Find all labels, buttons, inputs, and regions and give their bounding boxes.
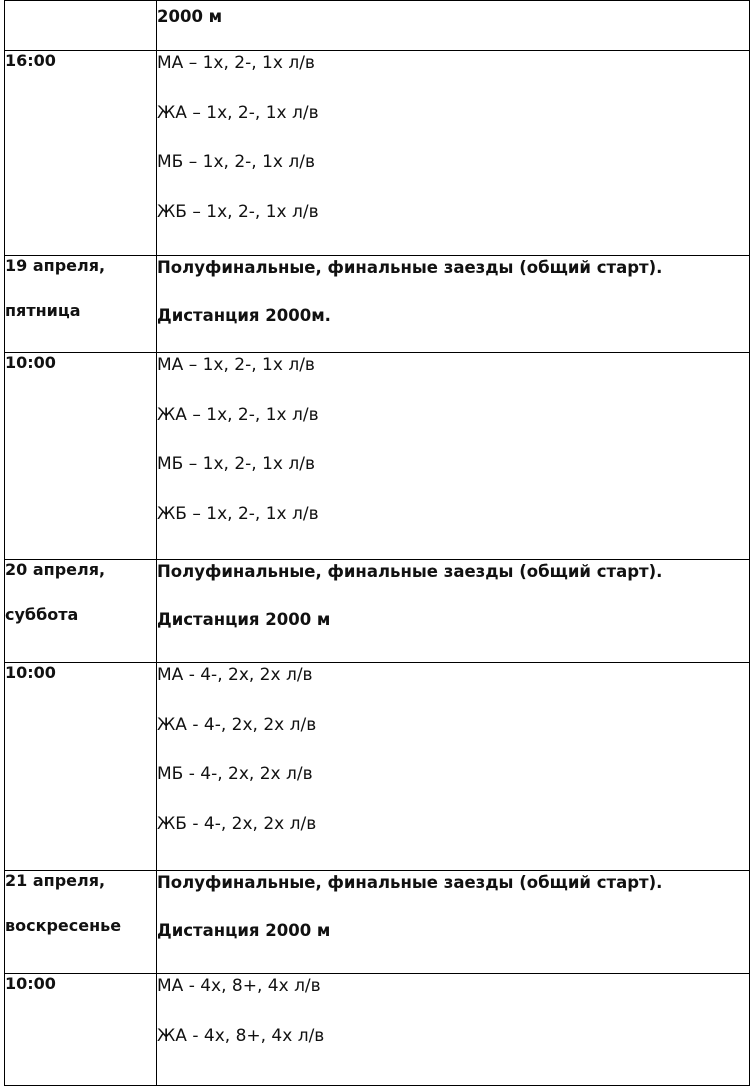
event-line: МА – 1х, 2-, 1х л/в — [157, 355, 315, 375]
date-label: 20 апреля, — [5, 560, 106, 579]
event-line: ЖА – 1х, 2-, 1х л/в — [157, 102, 319, 123]
event-line: ЖА - 4-, 2х, 2х л/в — [157, 714, 317, 735]
date-cell — [5, 256, 157, 353]
date-cell — [5, 871, 157, 974]
event-line: МА - 4-, 2х, 2х л/в — [157, 665, 313, 685]
event-line: ЖБ – 1х, 2-, 1х л/в — [157, 503, 319, 524]
distance-label: Дистанция 2000м. — [157, 306, 331, 325]
event-line: ЖА – 1х, 2-, 1х л/в — [157, 404, 319, 425]
start-time: 10:00 — [5, 974, 56, 993]
details-cell — [157, 871, 750, 974]
time-cell — [5, 663, 157, 871]
weekday-label: пятница — [5, 301, 81, 320]
time-cell-empty — [5, 1, 157, 51]
table-row-session — [5, 974, 750, 1086]
schedule-body — [5, 1, 750, 1086]
stage-description: Полуфинальные, финальные заезды (общий старт). — [157, 873, 663, 892]
details-cell — [157, 256, 750, 353]
distance-label: Дистанция 2000 м — [157, 921, 331, 940]
distance-label: Дистанция 2000 м — [157, 610, 331, 629]
date-label: 21 апреля, — [5, 871, 106, 890]
details-cell — [157, 663, 750, 871]
stage-description: Полуфинальные, финальные заезды (общий старт). — [157, 562, 663, 581]
event-line: МБ – 1х, 2-, 1х л/в — [157, 152, 315, 172]
table-row-session — [5, 353, 750, 560]
details-cell — [157, 560, 750, 663]
event-line: МА – 1х, 2-, 1х л/в — [157, 53, 315, 73]
table-row-top — [5, 1, 750, 51]
table-row-day-header — [5, 256, 750, 353]
event-line: ЖБ - 4-, 2х, 2х л/в — [157, 813, 317, 834]
table-row-day-header — [5, 560, 750, 663]
table-row-session — [5, 51, 750, 256]
details-cell — [157, 974, 750, 1086]
details-cell — [157, 1, 750, 51]
time-cell — [5, 51, 157, 256]
schedule-table — [4, 0, 750, 1086]
stage-description: Полуфинальные, финальные заезды (общий старт). — [157, 258, 663, 277]
distance-label: 2000 м — [157, 7, 223, 26]
table-row-session — [5, 663, 750, 871]
event-line: МБ - 4-, 2х, 2х л/в — [157, 764, 313, 784]
start-time: 16:00 — [5, 51, 56, 70]
weekday-label: суббота — [5, 605, 79, 624]
event-line: МБ – 1х, 2-, 1х л/в — [157, 454, 315, 474]
date-cell — [5, 560, 157, 663]
details-cell — [157, 51, 750, 256]
weekday-label: воскресенье — [5, 916, 122, 935]
date-label: 19 апреля, — [5, 256, 106, 275]
event-line: ЖБ – 1х, 2-, 1х л/в — [157, 201, 319, 222]
details-cell — [157, 353, 750, 560]
time-cell — [5, 353, 157, 560]
start-time: 10:00 — [5, 353, 56, 372]
start-time: 10:00 — [5, 663, 56, 682]
event-line: ЖА - 4х, 8+, 4х л/в — [157, 1025, 325, 1046]
table-row-day-header — [5, 871, 750, 974]
event-line: МА - 4х, 8+, 4х л/в — [157, 976, 321, 996]
time-cell — [5, 974, 157, 1086]
